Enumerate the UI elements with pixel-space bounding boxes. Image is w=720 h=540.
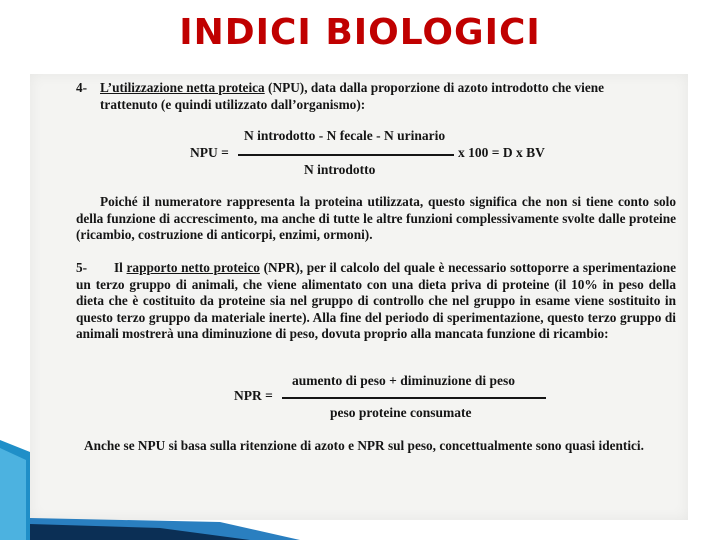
item-5-text: (NPR), per il calcolo del quale è necessario sottoporre a sperimentazione un terzo gruppo di animali, che viene alimentato con una dieta priva di proteine (il 10% in peso della dieta che è costituito da proteine sia nel gruppo di controllo che nel gruppo in esame viene sostituito in questo terzo gruppo da materiale inerte). Alla fine del periodo di sperimentazione, questo terzo gruppo di animali mostrerà una diminuzione di peso, dovuta proprio alla mancata funzione di ricambio:	[76, 260, 676, 341]
npu-term: L’utilizzazione netta proteica	[100, 80, 265, 95]
npu-label: NPU =	[190, 145, 229, 160]
item-4-heading-text: (NPU), data dalla proporzione di azoto introdotto che viene	[264, 80, 605, 95]
npu-numerator: N introdotto - N fecale - N urinario	[244, 128, 446, 143]
slide-title: INDICI BIOLOGICI	[179, 12, 541, 53]
npr-fraction-bar	[282, 397, 546, 399]
npr-numerator: aumento di peso + diminuzione di peso	[292, 373, 515, 388]
npu-explanation: Poiché il numeratore rappresenta la proteina utilizzata, questo significa che non si tiene conto solo della funzione di accrescimento, ma anche di tutte le altre funzioni complessivamente svolte dalle proteine (ricambio, costruzione di anticorpi, enzimi, ormoni).	[76, 194, 676, 242]
corner-wedge-left-light	[0, 448, 26, 540]
item-5-paragraph	[76, 260, 676, 343]
item-4-number: 4-	[76, 80, 88, 95]
npr-label: NPR =	[234, 388, 273, 403]
corner-decoration	[0, 440, 340, 540]
npr-denominator: peso proteine consumate	[330, 405, 472, 420]
npu-fraction-bar	[238, 154, 454, 156]
conclusion: Anche se NPU si basa sulla ritenzione di azoto e NPR sul peso, concettualmente sono quasi identici.	[84, 438, 644, 453]
item-5-il: Il	[114, 260, 127, 275]
npu-tail: x 100 = D x BV	[458, 145, 545, 160]
npr-term: rapporto netto proteico	[126, 260, 260, 275]
npu-denominator: N introdotto	[304, 162, 376, 177]
item-4-heading	[100, 80, 674, 97]
item-5-number: 5-	[76, 260, 88, 275]
item-4-line2: trattenuto (e quindi utilizzato dall’organismo):	[100, 97, 366, 112]
